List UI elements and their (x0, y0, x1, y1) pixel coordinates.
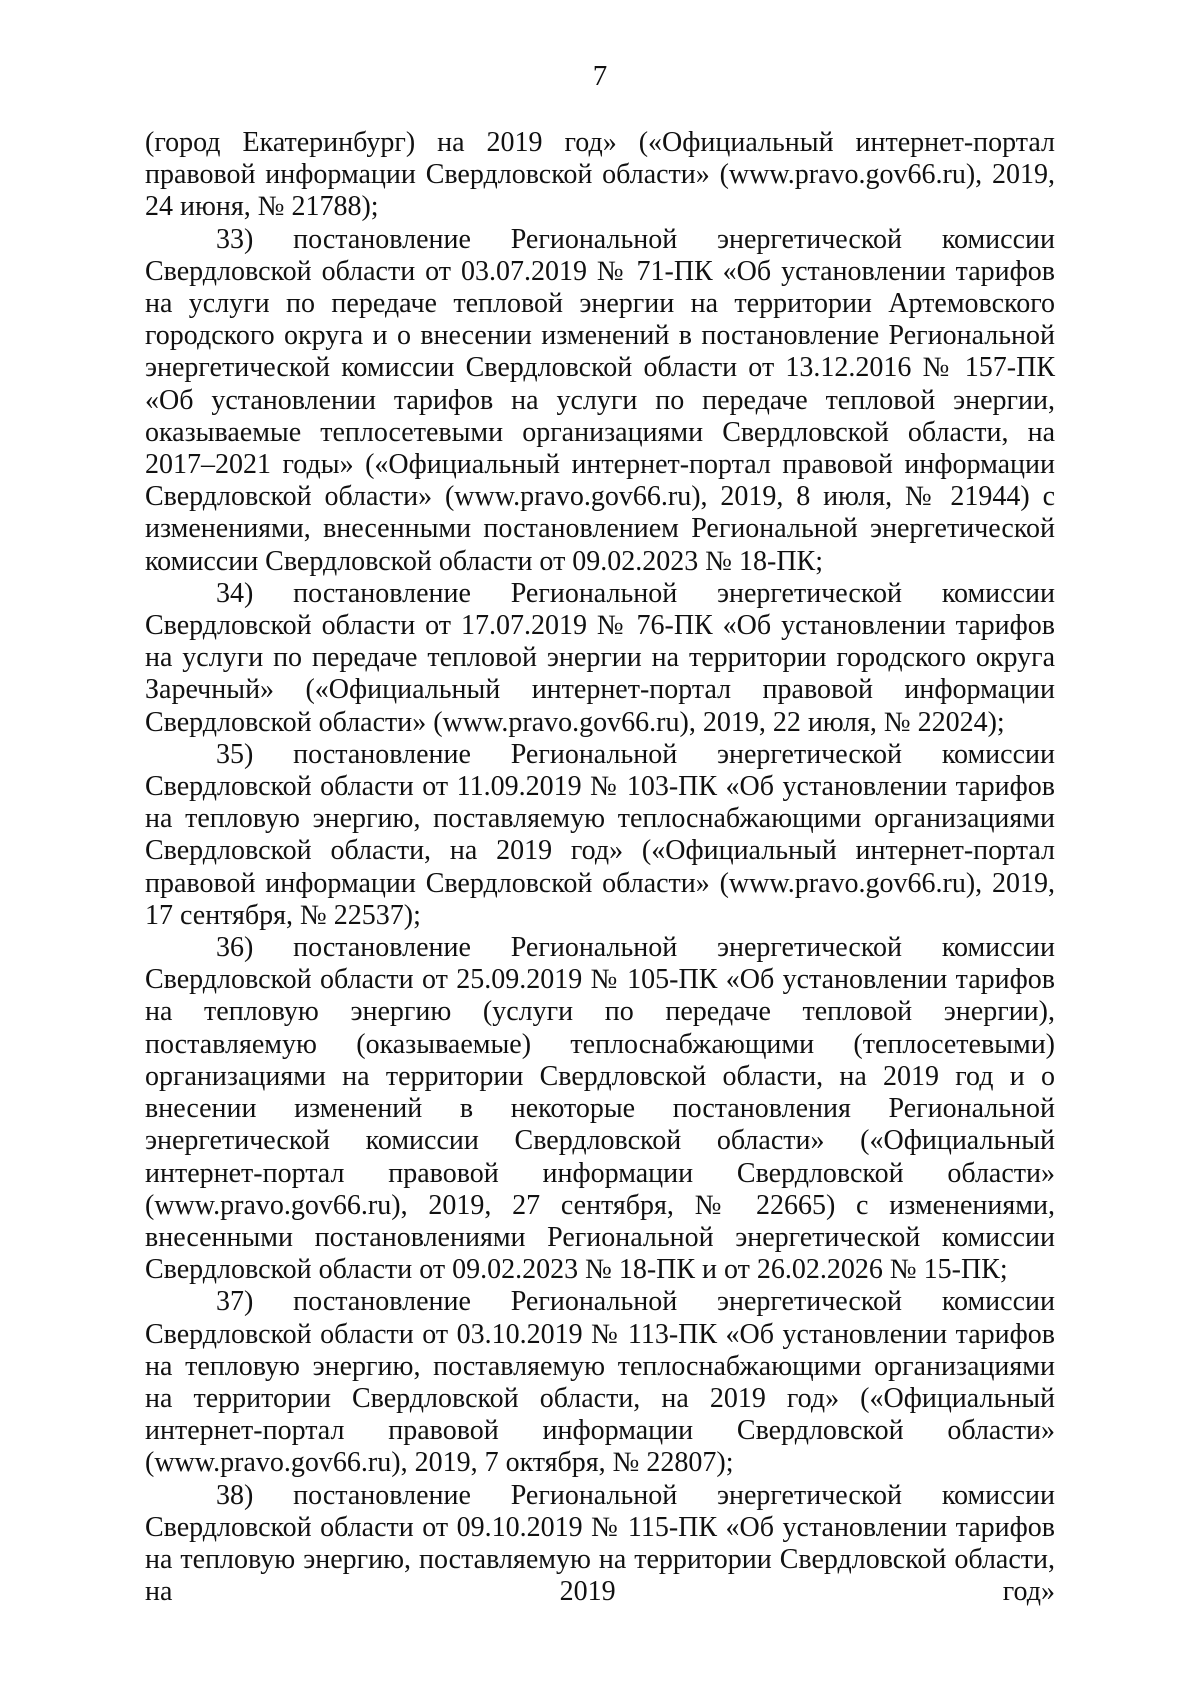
list-item-33: 33) постановление Региональной энергетической комиссии Свердловской области от 03.07.2019 № 71-ПК «Об установлении тарифов на услуги по передаче тепловой энергии на территории Артемовского городского округа и о внесении изменений в постановление Региональной энергетической комиссии Свердловской области от 13.12.2016 № 157-ПК «Об установлении тарифов на услуги по передаче тепловой энергии, оказываемые теплосетевыми организациями Свердловской области, на 2017–2021 годы» («Официальный интернет-портал правовой информации Свердловской области» (www.pravo.gov66.ru), 2019, 8 июля, № 21944) с изменениями, внесенными постановлением Региональной энергетической комиссии Свердловской области от 09.02.2023 № 18-ПК; (145, 223, 1055, 577)
document-body (145, 127, 1055, 1608)
paragraph-continuation: (город Екатеринбург) на 2019 год» («Официальный интернет-портал правовой информации Свердловской области» (www.pravo.gov66.ru), 2019, 24 июня, № 21788); (145, 127, 1055, 223)
list-item-38: 38) постановление Региональной энергетической комиссии Свердловской области от 09.10.2019 № 115-ПК «Об установлении тарифов на тепловую энергию, поставляемую на территории Свердловской области, на 2019 год» (145, 1479, 1055, 1608)
list-item-34: 34) постановление Региональной энергетической комиссии Свердловской области от 17.07.2019 № 76-ПК «Об установлении тарифов на услуги по передаче тепловой энергии на территории городского округа Заречный» («Официальный интернет-портал правовой информации Свердловской области» (www.pravo.gov66.ru), 2019, 22 июля, № 22024); (145, 577, 1055, 738)
list-item-37: 37) постановление Региональной энергетической комиссии Свердловской области от 03.10.2019 № 113-ПК «Об установлении тарифов на тепловую энергию, поставляемую теплоснабжающими организациями на территории Свердловской области, на 2019 год» («Официальный интернет-портал правовой информации Свердловской области» (www.pravo.gov66.ru), 2019, 7 октября, № 22807); (145, 1286, 1055, 1479)
list-item-36: 36) постановление Региональной энергетической комиссии Свердловской области от 25.09.2019 № 105-ПК «Об установлении тарифов на тепловую энергию (услуги по передаче тепловой энергии), поставляемую (оказываемые) теплоснабжающими (теплосетевыми) организациями на территории Свердловской области, на 2019 год и о внесении изменений в некоторые постановления Региональной энергетической комиссии Свердловской области» («Официальный интернет-портал правовой информации Свердловской области» (www.pravo.gov66.ru), 2019, 27 сентября, № 22665) с изменениями, внесенными постановлениями Региональной энергетической комиссии Свердловской области от 09.02.2023 № 18-ПК и от 26.02.2026 № 15-ПК; (145, 932, 1055, 1286)
list-item-35: 35) постановление Региональной энергетической комиссии Свердловской области от 11.09.2019 № 103-ПК «Об установлении тарифов на тепловую энергию, поставляемую теплоснабжающими организациями Свердловской области, на 2019 год» («Официальный интернет-портал правовой информации Свердловской области» (www.pravo.gov66.ru), 2019, 17 сентября, № 22537); (145, 738, 1055, 931)
page-number: 7 (592, 60, 608, 92)
